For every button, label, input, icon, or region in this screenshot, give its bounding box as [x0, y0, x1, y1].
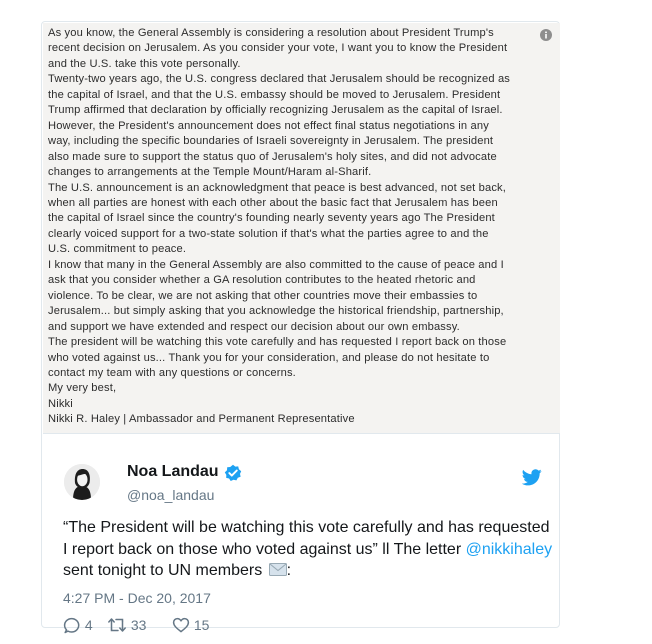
mention-link[interactable]: @nikkihaley	[465, 540, 553, 558]
letter-line: also made sure to support the status quo of Jerusalem's holy sites, and did not advocate	[48, 150, 497, 163]
letter-line: violence. To be clear, we are not asking that other countries move their embassies to	[48, 289, 478, 302]
letter-line: The president will be watching this vote carefully and has requested I report back on those	[48, 336, 507, 349]
reply-icon	[63, 617, 81, 633]
avatar[interactable]	[64, 464, 100, 500]
letter-line: Twenty-two years ago, the U.S. congress declared that Jerusalem should be recognized as	[48, 73, 511, 86]
letter-line: Jerusalem... but simply asking that you acknowledge the historical friendship, partnership,	[48, 305, 504, 318]
letter-line: who voted against us... Thank you for your consideration, and please do not hesitate to	[48, 351, 490, 364]
envelope-icon	[269, 561, 287, 574]
verified-badge-icon	[224, 464, 242, 482]
letter-line: contact my team with any questions or concerns.	[48, 366, 296, 379]
letter-line: ask that you consider whether a GA resolution contributes to the heated rhetoric and	[48, 274, 476, 287]
letter-line: The U.S. announcement is an acknowledgment that peace is best advanced, not set back,	[48, 181, 507, 194]
letter-line: changes to arrangements at the Temple Mount/Haram al-Sharif.	[48, 166, 372, 179]
letter-line: Nikki R. Haley | Ambassador and Permanent Representative	[48, 413, 355, 426]
tweet-text-tail: sent tonight to UN members	[63, 562, 267, 579]
tweet-text-body: “The President will be watching this vote carefully and has requested I report back on those who voted against us” ll The letter	[63, 519, 550, 558]
letter-line: recent decision on Jerusalem. As you consider your vote, I want you to know the President	[48, 42, 508, 55]
retweet-count: 33	[130, 617, 147, 633]
letter-line: and the U.S. take this vote personally.	[48, 57, 241, 70]
retweet-button[interactable]	[107, 616, 146, 634]
letter-image[interactable]	[43, 23, 560, 434]
letter-line: I know that many in the General Assembly are also committed to the cause of peace and I	[48, 258, 504, 271]
letter-line: the capital of Israel, and that the U.S. embassy should be moved to Jerusalem. President	[48, 88, 501, 101]
author-name[interactable]: Noa Landau	[127, 463, 219, 480]
letter-line: when all parties are honest with each other about the basic fact that Jerusalem has been	[48, 196, 498, 209]
letter-line: clearly voiced support for a two-state solution if that's what the parties agree to and the	[48, 227, 489, 240]
letter-line: and support we have extended and respect our decision about our own embassy.	[48, 320, 460, 333]
reply-count: 4	[84, 617, 93, 633]
embedded-tweet-card[interactable]	[41, 21, 560, 633]
like-button[interactable]	[172, 616, 209, 634]
letter-line: Nikki	[48, 397, 73, 410]
retweet-icon	[107, 617, 127, 633]
twitter-bird-icon[interactable]	[522, 469, 542, 486]
like-count: 15	[193, 617, 210, 633]
letter-line: U.S. commitment to peace.	[48, 243, 187, 256]
tweet-text-end: :	[286, 562, 292, 579]
heart-icon	[172, 617, 190, 633]
reply-button[interactable]	[63, 616, 93, 634]
letter-line: As you know, the General Assembly is considering a resolution about President Trump's	[48, 27, 494, 39]
letter-line: Trump affirmed that declaration by officially recognizing Jerusalem as the capital of Israel.	[48, 104, 503, 117]
tweet-text	[63, 517, 553, 582]
author-handle[interactable]: @noa_landau	[127, 487, 215, 503]
letter-text	[48, 26, 548, 428]
letter-line: the capital of Israel since the country's founding nearly seventy years ago The President	[48, 212, 495, 225]
tweet-timestamp[interactable]: 4:27 PM - Dec 20, 2017	[63, 590, 211, 606]
letter-line: My very best,	[48, 382, 117, 395]
letter-line: However, the President's announcement does not effect final status negotiations in any	[48, 119, 489, 132]
letter-line: way, including the specific boundaries of Israeli sovereignty in Jerusalem. The president	[48, 135, 494, 148]
